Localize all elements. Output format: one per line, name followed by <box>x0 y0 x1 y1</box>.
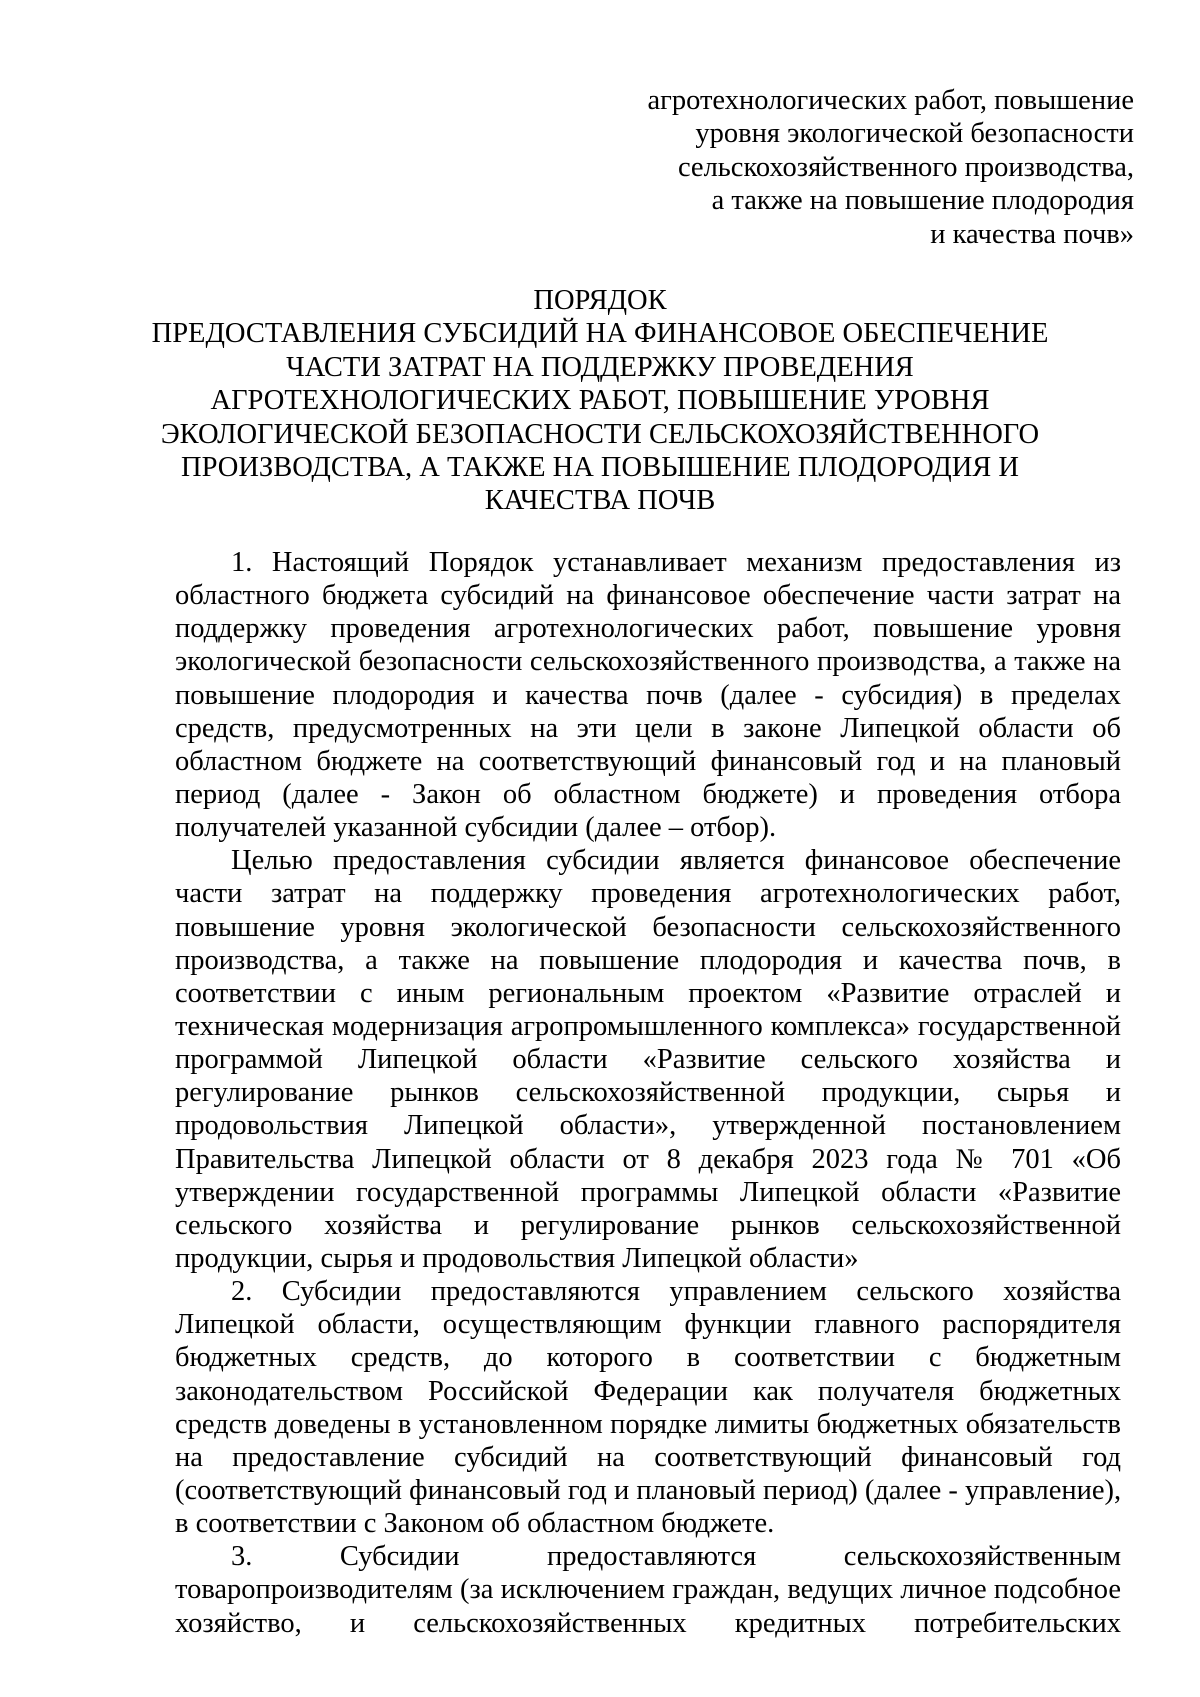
paragraph-line: в соответствии с Законом об областном бюджете. <box>175 1508 775 1540</box>
paragraph-line: регулирование рынков сельскохозяйственной продукции, сырья и <box>175 1077 1121 1109</box>
paragraph-line: 1. Настоящий Порядок устанавливает механизм предоставления из <box>231 547 1121 578</box>
paragraph-line: товаропроизводителям (за исключением граждан, ведущих личное подсобное <box>175 1574 1121 1606</box>
document-title <box>120 284 1080 518</box>
paragraph-line: (соответствующий финансовый год и плановый период) (далее - управление), <box>175 1474 1122 1506</box>
paragraph-line: законодательством Российской Федерации как получателя бюджетных <box>175 1375 1121 1407</box>
header-line: сельскохозяйственного производства, <box>677 151 1134 183</box>
paragraph <box>175 1540 1121 1639</box>
title-line: ПОРЯДОК <box>533 285 667 316</box>
paragraph-line: производства, а также на повышение плодородия и качества почв, в <box>175 944 1121 976</box>
paragraph-line: программой Липецкой области «Развитие сельского хозяйства и <box>175 1044 1121 1076</box>
paragraph-line: сельского хозяйства и регулирование рынков сельскохозяйственной <box>175 1209 1121 1241</box>
header-line: а также на повышение плодородия <box>711 185 1134 217</box>
paragraph <box>175 546 1121 844</box>
header-line: и качества почв» <box>930 218 1134 250</box>
paragraph-line: продовольствия Липецкой области», утвержденной постановлением <box>175 1110 1121 1142</box>
title-line: КАЧЕСТВА ПОЧВ <box>484 485 716 517</box>
paragraph-line: техническая модернизация агропромышленного комплекса» государственной <box>175 1010 1121 1042</box>
paragraph-line: Целью предоставления субсидии является финансовое обеспечение <box>231 845 1121 877</box>
paragraph-line: областного бюджета субсидий на финансовое обеспечение части затрат на <box>175 580 1121 612</box>
approval-header <box>574 84 1134 251</box>
paragraph-line: соответствии с иным региональным проектом «Развитие отраслей и <box>175 977 1121 1009</box>
title-line: ПРЕДОСТАВЛЕНИЯ СУБСИДИЙ НА ФИНАНСОВОЕ ОБЕСПЕЧЕНИЕ <box>151 318 1049 350</box>
title-line: ПРОИЗВОДСТВА, А ТАКЖЕ НА ПОВЫШЕНИЕ ПЛОДОРОДИЯ И <box>180 452 1020 484</box>
paragraph-line: Правительства Липецкой области от 8 декабря 2023 года № 701 «Об <box>175 1143 1121 1175</box>
paragraph-line: повышение уровня экологической безопасности сельскохозяйственного <box>175 911 1121 943</box>
paragraph-line: областном бюджете на соответствующий финансовый год и на плановый <box>175 745 1121 777</box>
paragraph-line: части затрат на поддержку проведения агротехнологических работ, <box>175 878 1121 910</box>
header-line: агротехнологических работ, повышение <box>647 85 1134 116</box>
paragraph-line: Липецкой области, осуществляющим функции главного распорядителя <box>175 1309 1121 1341</box>
paragraph-line: период (далее - Закон об областном бюджете) и проведения отбора <box>175 778 1121 810</box>
paragraph-line: средств, предусмотренных на эти цели в законе Липецкой области об <box>175 712 1121 744</box>
title-line: АГРОТЕХНОЛОГИЧЕСКИХ РАБОТ, ПОВЫШЕНИЕ УРОВНЯ <box>210 385 990 417</box>
paragraph-line: поддержку проведения агротехнологических работ, повышение уровня <box>175 613 1121 645</box>
paragraph-line: утверждении государственной программы Липецкой области «Развитие <box>175 1176 1121 1208</box>
paragraph-line: 2. Субсидии предоставляются управлением сельского хозяйства <box>231 1276 1121 1308</box>
paragraph-line: продукции, сырья и продовольствия Липецкой области» <box>175 1242 859 1274</box>
paragraph-line: экологической безопасности сельскохозяйственного производства, а также на <box>175 646 1121 678</box>
paragraph-line: хозяйство, и сельскохозяйственных кредитных потребительских <box>175 1607 1121 1639</box>
title-line: ЭКОЛОГИЧЕСКОЙ БЕЗОПАСНОСТИ СЕЛЬСКОХОЗЯЙСТВЕННОГО <box>160 418 1040 450</box>
title-line: ЧАСТИ ЗАТРАТ НА ПОДДЕРЖКУ ПРОВЕДЕНИЯ <box>286 351 914 383</box>
document-body <box>175 546 1121 1640</box>
paragraph <box>175 1275 1121 1540</box>
header-line: уровня экологической безопасности <box>695 118 1134 150</box>
paragraph-line: средств доведены в установленном порядке лимиты бюджетных обязательств <box>175 1408 1121 1440</box>
paragraph-line: на предоставление субсидий на соответствующий финансовый год <box>175 1441 1121 1473</box>
paragraph-line: получателей указанной субсидии (далее – отбор). <box>175 812 777 844</box>
paragraph <box>175 844 1121 1275</box>
paragraph-line: повышение плодородия и качества почв (далее - субсидия) в пределах <box>175 679 1121 711</box>
paragraph-line: 3. Субсидии предоставляются сельскохозяйственным <box>231 1541 1121 1573</box>
paragraph-line: бюджетных средств, до которого в соответствии с бюджетным <box>175 1342 1121 1374</box>
